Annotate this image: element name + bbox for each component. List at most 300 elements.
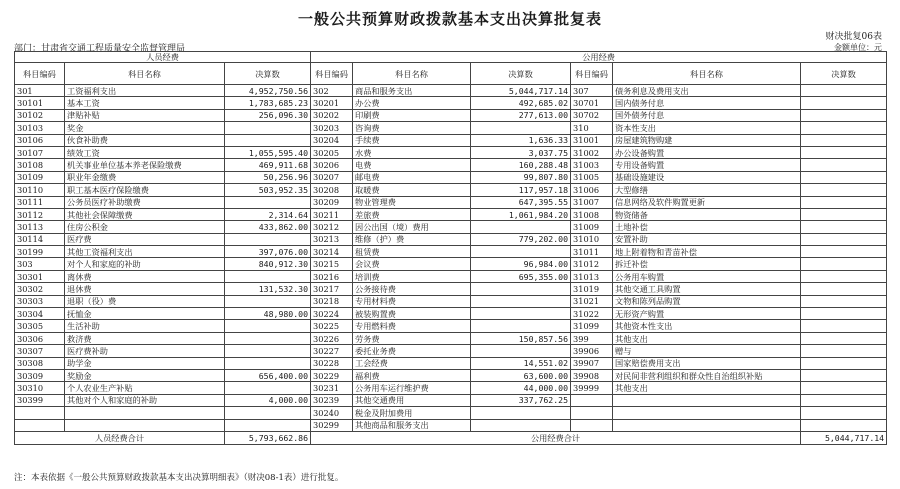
- public-code-cell: 30216: [311, 270, 353, 282]
- public-code-cell: 30203: [311, 122, 353, 134]
- public-amount-cell: [471, 308, 571, 320]
- table-row: [15, 85, 887, 97]
- table-row: [15, 109, 887, 121]
- public-amount-2-cell: [801, 308, 887, 320]
- public-name-2-cell: 地上附着物和青苗补偿: [613, 246, 801, 258]
- public-name-2-cell: 国外债务付息: [613, 109, 801, 121]
- public-name-cell: 其他商品和服务支出: [353, 419, 471, 431]
- public-amount-cell: 44,000.00: [471, 382, 571, 394]
- totals-row: [15, 431, 887, 444]
- personnel-amount-cell: [225, 233, 311, 245]
- table-row: [15, 171, 887, 183]
- table-row: [15, 196, 887, 208]
- table-row: [15, 295, 887, 307]
- public-code-2-cell: 39908: [571, 369, 613, 381]
- public-amount-cell: 99,807.80: [471, 171, 571, 183]
- name-header: 科目名称: [613, 63, 801, 85]
- public-code-2-cell: 399: [571, 332, 613, 344]
- public-amount-2-cell: [801, 208, 887, 220]
- public-name-2-cell: 其他支出: [613, 332, 801, 344]
- public-code-cell: 30207: [311, 171, 353, 183]
- personnel-amount-cell: [225, 332, 311, 344]
- public-name-cell: 水费: [353, 146, 471, 158]
- table-row: [15, 369, 887, 381]
- public-name-2-cell: 资本性支出: [613, 122, 801, 134]
- personnel-name-cell: [65, 407, 225, 419]
- public-code-cell: 302: [311, 85, 353, 97]
- public-code-cell: 30211: [311, 208, 353, 220]
- personnel-name-cell: 职工基本医疗保险缴费: [65, 184, 225, 196]
- public-amount-cell: 160,288.48: [471, 159, 571, 171]
- public-code-2-cell: [571, 394, 613, 406]
- public-name-2-cell: 公务用车购置: [613, 270, 801, 282]
- public-name-2-cell: 国内债务付息: [613, 97, 801, 109]
- table-row: [15, 258, 887, 270]
- personnel-amount-cell: [225, 196, 311, 208]
- public-amount-2-cell: [801, 332, 887, 344]
- public-name-cell: 税金及附加费用: [353, 407, 471, 419]
- page-title: 一般公共预算财政拨款基本支出决算批复表: [297, 10, 602, 28]
- table-row: [15, 394, 887, 406]
- public-name-cell: 取暖费: [353, 184, 471, 196]
- public-amount-2-cell: [801, 320, 887, 332]
- public-name-cell: 印刷费: [353, 109, 471, 121]
- table-row: [15, 134, 887, 146]
- public-code-cell: 30229: [311, 369, 353, 381]
- public-code-2-cell: [571, 419, 613, 431]
- public-code-2-cell: 31006: [571, 184, 613, 196]
- public-amount-2-cell: [801, 283, 887, 295]
- public-name-2-cell: 国家赔偿费用支出: [613, 357, 801, 369]
- public-amount-2-cell: [801, 382, 887, 394]
- public-code-cell: 30231: [311, 382, 353, 394]
- personnel-amount-cell: 397,076.00: [225, 246, 311, 258]
- public-amount-2-cell: [801, 246, 887, 258]
- public-amount-cell: [471, 246, 571, 258]
- personnel-name-cell: 其他社会保障缴费: [65, 208, 225, 220]
- public-amount-cell: 647,395.55: [471, 196, 571, 208]
- public-name-cell: 咨询费: [353, 122, 471, 134]
- personnel-name-cell: 退休费: [65, 283, 225, 295]
- public-amount-2-cell: [801, 122, 887, 134]
- public-name-cell: 委托业务费: [353, 345, 471, 357]
- public-name-2-cell: 土地补偿: [613, 221, 801, 233]
- public-name-cell: 会议费: [353, 258, 471, 270]
- public-amount-2-cell: [801, 109, 887, 121]
- public-code-cell: 30239: [311, 394, 353, 406]
- public-name-cell: 其他交通费用: [353, 394, 471, 406]
- public-amount-2-cell: [801, 134, 887, 146]
- table-row: [15, 419, 887, 431]
- personnel-name-cell: 生活补助: [65, 320, 225, 332]
- personnel-code-cell: 30199: [15, 246, 65, 258]
- public-amount-cell: 96,984.00: [471, 258, 571, 270]
- form-number: 财决批复06表: [825, 32, 882, 42]
- public-code-2-cell: 39999: [571, 382, 613, 394]
- personnel-amount-cell: [225, 357, 311, 369]
- personnel-code-cell: 30304: [15, 308, 65, 320]
- public-name-2-cell: 债务利息及费用支出: [613, 85, 801, 97]
- public-amount-2-cell: [801, 369, 887, 381]
- public-code-cell: 30206: [311, 159, 353, 171]
- public-name-cell: 福利费: [353, 369, 471, 381]
- public-name-cell: 培训费: [353, 270, 471, 282]
- personnel-name-cell: 离休费: [65, 270, 225, 282]
- public-amount-2-cell: [801, 184, 887, 196]
- public-name-2-cell: 信息网络及软件购置更新: [613, 196, 801, 208]
- personnel-code-cell: 30113: [15, 221, 65, 233]
- personnel-code-cell: [15, 407, 65, 419]
- personnel-name-cell: 其他工资福利支出: [65, 246, 225, 258]
- public-name-cell: 差旅费: [353, 208, 471, 220]
- personnel-amount-cell: 50,256.96: [225, 171, 311, 183]
- public-amount-2-cell: [801, 159, 887, 171]
- public-amount-2-cell: [801, 270, 887, 282]
- table-row: [15, 407, 887, 419]
- public-code-cell: 30213: [311, 233, 353, 245]
- table-row: [15, 146, 887, 158]
- personnel-code-cell: [15, 419, 65, 431]
- personnel-amount-cell: 1,783,685.23: [225, 97, 311, 109]
- personnel-name-cell: 助学金: [65, 357, 225, 369]
- public-amount-cell: [471, 419, 571, 431]
- personnel-code-cell: 30310: [15, 382, 65, 394]
- personnel-code-cell: 30301: [15, 270, 65, 282]
- personnel-amount-cell: [225, 270, 311, 282]
- public-name-2-cell: 专用设备购置: [613, 159, 801, 171]
- personnel-name-cell: 伙食补助费: [65, 134, 225, 146]
- table-row: [15, 270, 887, 282]
- amount-header: 决算数: [801, 63, 887, 85]
- personnel-amount-cell: 469,911.68: [225, 159, 311, 171]
- personnel-name-cell: 住房公积金: [65, 221, 225, 233]
- public-code-2-cell: 30702: [571, 109, 613, 121]
- personnel-code-cell: 30308: [15, 357, 65, 369]
- public-amount-cell: 1,636.33: [471, 134, 571, 146]
- personnel-amount-cell: [225, 320, 311, 332]
- public-code-2-cell: 31005: [571, 171, 613, 183]
- public-code-cell: 30224: [311, 308, 353, 320]
- public-amount-cell: 695,355.00: [471, 270, 571, 282]
- public-code-cell: 30208: [311, 184, 353, 196]
- public-name-2-cell: 文物和陈列品购置: [613, 295, 801, 307]
- public-code-cell: 30218: [311, 295, 353, 307]
- public-code-2-cell: 30701: [571, 97, 613, 109]
- personnel-name-cell: 个人农业生产补贴: [65, 382, 225, 394]
- public-code-cell: 30202: [311, 109, 353, 121]
- public-amount-2-cell: [801, 295, 887, 307]
- public-amount-2-cell: [801, 196, 887, 208]
- table-row: [15, 332, 887, 344]
- public-group-header: 公用经费: [311, 52, 887, 63]
- public-amount-cell: 3,037.75: [471, 146, 571, 158]
- public-amount-cell: 337,762.25: [471, 394, 571, 406]
- personnel-amount-cell: 48,980.00: [225, 308, 311, 320]
- personnel-name-cell: 奖励金: [65, 369, 225, 381]
- public-amount-2-cell: [801, 97, 887, 109]
- personnel-amount-cell: 256,096.30: [225, 109, 311, 121]
- personnel-code-cell: 30109: [15, 171, 65, 183]
- personnel-name-cell: 机关事业单位基本养老保险缴费: [65, 159, 225, 171]
- personnel-name-cell: 退职（役）费: [65, 295, 225, 307]
- personnel-amount-cell: [225, 382, 311, 394]
- public-name-2-cell: 其他交通工具购置: [613, 283, 801, 295]
- personnel-code-cell: 30303: [15, 295, 65, 307]
- personnel-code-cell: 30101: [15, 97, 65, 109]
- public-code-cell: 30225: [311, 320, 353, 332]
- personnel-name-cell: 绩效工资: [65, 146, 225, 158]
- public-name-2-cell: 其他支出: [613, 382, 801, 394]
- public-amount-cell: 779,202.00: [471, 233, 571, 245]
- personnel-group-header: 人员经费: [15, 52, 311, 63]
- personnel-code-cell: 30112: [15, 208, 65, 220]
- public-code-2-cell: 31002: [571, 146, 613, 158]
- public-name-2-cell: 大型修缮: [613, 184, 801, 196]
- public-code-cell: 30240: [311, 407, 353, 419]
- public-code-2-cell: 31008: [571, 208, 613, 220]
- public-code-2-cell: 39906: [571, 345, 613, 357]
- public-amount-cell: 277,613.00: [471, 109, 571, 121]
- public-name-2-cell: 赠与: [613, 345, 801, 357]
- public-code-cell: 30214: [311, 246, 353, 258]
- personnel-name-cell: 医疗费: [65, 233, 225, 245]
- public-amount-2-cell: [801, 357, 887, 369]
- table-row: [15, 345, 887, 357]
- personnel-name-cell: 救济费: [65, 332, 225, 344]
- personnel-amount-cell: 656,400.00: [225, 369, 311, 381]
- table-row: [15, 221, 887, 233]
- public-name-cell: 物业管理费: [353, 196, 471, 208]
- personnel-name-cell: 对个人和家庭的补助: [65, 258, 225, 270]
- public-amount-2-cell: [801, 407, 887, 419]
- public-code-cell: 30226: [311, 332, 353, 344]
- personnel-amount-cell: 4,000.00: [225, 394, 311, 406]
- public-code-2-cell: 31007: [571, 196, 613, 208]
- public-name-cell: 劳务费: [353, 332, 471, 344]
- public-amount-cell: 1,061,984.20: [471, 208, 571, 220]
- public-amount-cell: [471, 295, 571, 307]
- public-code-2-cell: 307: [571, 85, 613, 97]
- personnel-amount-cell: 503,952.35: [225, 184, 311, 196]
- name-header: 科目名称: [65, 63, 225, 85]
- personnel-amount-cell: 131,532.30: [225, 283, 311, 295]
- public-amount-2-cell: [801, 394, 887, 406]
- public-amount-2-cell: [801, 221, 887, 233]
- public-total-value: 5,044,717.14: [801, 431, 887, 444]
- public-amount-2-cell: [801, 233, 887, 245]
- public-name-cell: 被装购置费: [353, 308, 471, 320]
- table-row: [15, 184, 887, 196]
- personnel-code-cell: 30114: [15, 233, 65, 245]
- public-amount-cell: [471, 345, 571, 357]
- public-code-2-cell: 31099: [571, 320, 613, 332]
- public-code-2-cell: 31001: [571, 134, 613, 146]
- expenditure-table: [14, 51, 887, 445]
- public-amount-cell: 63,600.00: [471, 369, 571, 381]
- public-code-2-cell: 310: [571, 122, 613, 134]
- public-code-2-cell: 31022: [571, 308, 613, 320]
- public-name-cell: 公务用车运行维护费: [353, 382, 471, 394]
- table-body: [15, 85, 887, 432]
- public-name-cell: 专用燃料费: [353, 320, 471, 332]
- public-code-cell: 30204: [311, 134, 353, 146]
- personnel-code-cell: 30399: [15, 394, 65, 406]
- public-name-2-cell: 安置补助: [613, 233, 801, 245]
- public-name-2-cell: 无形资产购置: [613, 308, 801, 320]
- public-name-cell: 邮电费: [353, 171, 471, 183]
- public-amount-2-cell: [801, 85, 887, 97]
- public-name-cell: 公务接待费: [353, 283, 471, 295]
- public-code-cell: 30227: [311, 345, 353, 357]
- table-row: [15, 308, 887, 320]
- public-code-cell: 30201: [311, 97, 353, 109]
- public-amount-cell: 14,551.02: [471, 357, 571, 369]
- personnel-code-cell: 30106: [15, 134, 65, 146]
- public-amount-2-cell: [801, 258, 887, 270]
- public-code-2-cell: 31010: [571, 233, 613, 245]
- personnel-code-cell: 30111: [15, 196, 65, 208]
- personnel-amount-cell: 433,862.00: [225, 221, 311, 233]
- public-code-cell: 30299: [311, 419, 353, 431]
- code-header: 科目编码: [15, 63, 65, 85]
- personnel-name-cell: 津贴补贴: [65, 109, 225, 121]
- public-code-2-cell: 31021: [571, 295, 613, 307]
- personnel-name-cell: 公务员医疗补助缴费: [65, 196, 225, 208]
- public-name-cell: 因公出国（境）费用: [353, 221, 471, 233]
- public-amount-cell: [471, 407, 571, 419]
- personnel-amount-cell: [225, 134, 311, 146]
- public-name-2-cell: 其他资本性支出: [613, 320, 801, 332]
- personnel-code-cell: 30306: [15, 332, 65, 344]
- personnel-code-cell: 30102: [15, 109, 65, 121]
- table-row: [15, 208, 887, 220]
- personnel-code-cell: 301: [15, 85, 65, 97]
- public-code-2-cell: [571, 407, 613, 419]
- personnel-amount-cell: [225, 295, 311, 307]
- public-code-2-cell: 31003: [571, 159, 613, 171]
- public-amount-2-cell: [801, 171, 887, 183]
- personnel-amount-cell: 1,055,595.40: [225, 146, 311, 158]
- personnel-name-cell: 工资福利支出: [65, 85, 225, 97]
- personnel-name-cell: 其他对个人和家庭的补助: [65, 394, 225, 406]
- public-amount-cell: 5,044,717.14: [471, 85, 571, 97]
- public-name-2-cell: 对民间非营利组织和群众性自治组织补贴: [613, 369, 801, 381]
- code-header: 科目编码: [571, 63, 613, 85]
- personnel-code-cell: 30307: [15, 345, 65, 357]
- personnel-code-cell: 303: [15, 258, 65, 270]
- public-name-cell: 租赁费: [353, 246, 471, 258]
- table-row: [15, 122, 887, 134]
- table-row: [15, 283, 887, 295]
- table-row: [15, 97, 887, 109]
- public-amount-cell: [471, 320, 571, 332]
- public-name-cell: 手续费: [353, 134, 471, 146]
- table-row: [15, 159, 887, 171]
- public-code-cell: 30228: [311, 357, 353, 369]
- public-name-2-cell: 物资储备: [613, 208, 801, 220]
- personnel-code-cell: 30108: [15, 159, 65, 171]
- table-row: [15, 382, 887, 394]
- amount-header: 决算数: [225, 63, 311, 85]
- table-row: [15, 233, 887, 245]
- public-name-cell: 维修（护）费: [353, 233, 471, 245]
- department-label: 部门：甘肃省交通工程质量安全监督管理局: [14, 44, 186, 54]
- public-amount-cell: 150,857.56: [471, 332, 571, 344]
- footnote: 注：本表依据《一般公共预算财政拨款基本支出决算明细表》（财决08-1表）进行批复。: [14, 473, 344, 483]
- table-row: [15, 357, 887, 369]
- public-name-2-cell: 办公设备购置: [613, 146, 801, 158]
- public-code-2-cell: 31009: [571, 221, 613, 233]
- public-name-2-cell: 房屋建筑物购建: [613, 134, 801, 146]
- public-name-cell: 专用材料费: [353, 295, 471, 307]
- public-code-2-cell: 31019: [571, 283, 613, 295]
- personnel-code-cell: 30305: [15, 320, 65, 332]
- personnel-amount-cell: [225, 122, 311, 134]
- personnel-name-cell: 奖金: [65, 122, 225, 134]
- personnel-code-cell: 30302: [15, 283, 65, 295]
- personnel-amount-cell: 4,952,750.56: [225, 85, 311, 97]
- public-total-label: 公用经费合计: [311, 431, 801, 444]
- public-name-2-cell: [613, 394, 801, 406]
- personnel-amount-cell: [225, 345, 311, 357]
- public-code-cell: 30209: [311, 196, 353, 208]
- public-code-cell: 30217: [311, 283, 353, 295]
- public-amount-2-cell: [801, 146, 887, 158]
- personnel-amount-cell: [225, 419, 311, 431]
- personnel-name-cell: 基本工资: [65, 97, 225, 109]
- personnel-amount-cell: 840,912.30: [225, 258, 311, 270]
- personnel-code-cell: 30103: [15, 122, 65, 134]
- public-name-cell: 工会经费: [353, 357, 471, 369]
- personnel-amount-cell: [225, 407, 311, 419]
- public-code-2-cell: 31011: [571, 246, 613, 258]
- public-amount-cell: 492,685.02: [471, 97, 571, 109]
- personnel-total-label: 人员经费合计: [15, 431, 225, 444]
- personnel-name-cell: 抚恤金: [65, 308, 225, 320]
- public-name-2-cell: 拆迁补偿: [613, 258, 801, 270]
- public-name-cell: 电费: [353, 159, 471, 171]
- public-name-cell: 办公费: [353, 97, 471, 109]
- table-row: [15, 246, 887, 258]
- public-code-2-cell: 31012: [571, 258, 613, 270]
- personnel-code-cell: 30107: [15, 146, 65, 158]
- public-code-cell: 30205: [311, 146, 353, 158]
- personnel-name-cell: 职业年金缴费: [65, 171, 225, 183]
- public-code-cell: 30215: [311, 258, 353, 270]
- public-code-cell: 30212: [311, 221, 353, 233]
- public-code-2-cell: 39907: [571, 357, 613, 369]
- public-name-2-cell: [613, 407, 801, 419]
- personnel-total-value: 5,793,662.86: [225, 431, 311, 444]
- personnel-name-cell: 医疗费补助: [65, 345, 225, 357]
- public-amount-2-cell: [801, 345, 887, 357]
- public-amount-cell: [471, 283, 571, 295]
- public-amount-cell: 117,957.18: [471, 184, 571, 196]
- personnel-amount-cell: 2,314.64: [225, 208, 311, 220]
- personnel-name-cell: [65, 419, 225, 431]
- public-amount-2-cell: [801, 419, 887, 431]
- public-amount-cell: [471, 221, 571, 233]
- amount-unit-label: 金额单位：元: [834, 43, 882, 52]
- public-name-2-cell: [613, 419, 801, 431]
- amount-header: 决算数: [471, 63, 571, 85]
- code-header: 科目编码: [311, 63, 353, 85]
- public-name-2-cell: 基础设施建设: [613, 171, 801, 183]
- personnel-code-cell: 30110: [15, 184, 65, 196]
- personnel-code-cell: 30309: [15, 369, 65, 381]
- public-amount-cell: [471, 122, 571, 134]
- name-header: 科目名称: [353, 63, 471, 85]
